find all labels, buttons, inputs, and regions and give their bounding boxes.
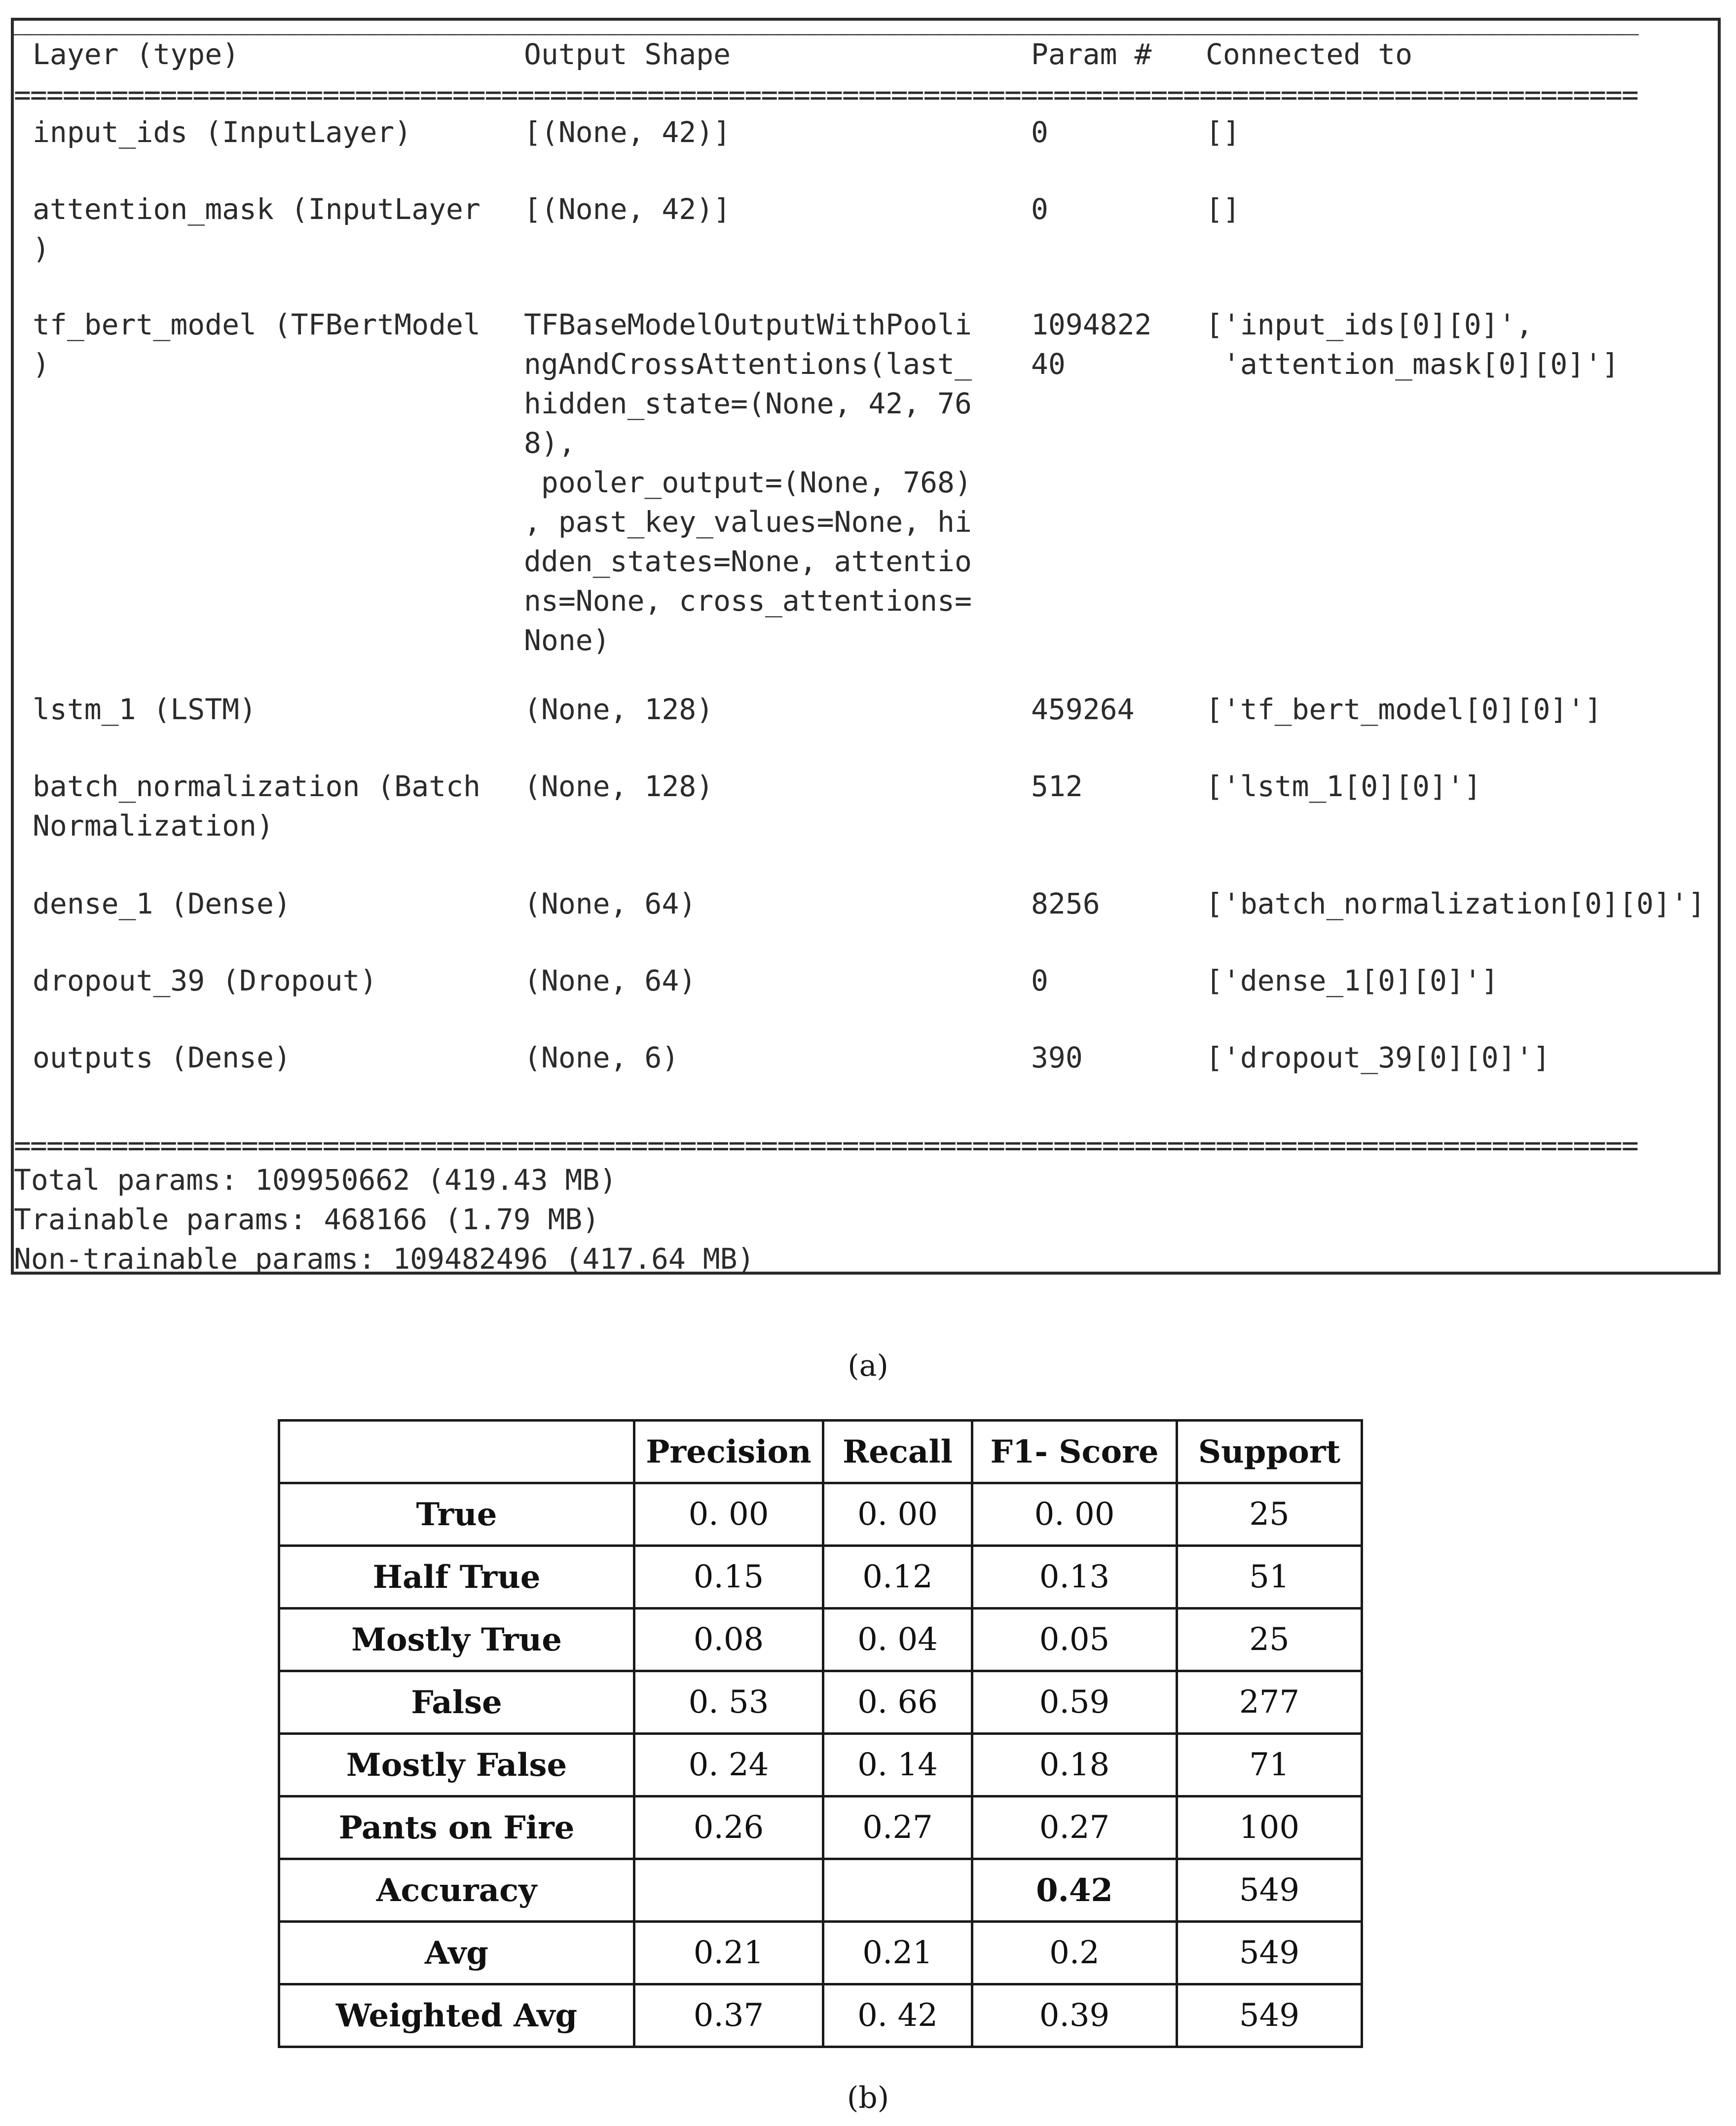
layer-param-count: 390 xyxy=(1031,1041,1083,1074)
header-precision: Precision xyxy=(634,1421,823,1483)
precision-value: 0.15 xyxy=(634,1546,823,1609)
layer-param-count: 8256 xyxy=(1031,887,1100,920)
layer-name: attention_mask (InputLayer ) xyxy=(33,192,480,265)
row-label: Mostly True xyxy=(279,1609,634,1671)
caption-b: (b) xyxy=(847,2081,889,2115)
header-f1-score: F1- Score xyxy=(972,1421,1177,1483)
f1-value: 0.59 xyxy=(972,1671,1177,1734)
table-row xyxy=(279,1671,1362,1734)
row-label: Pants on Fire xyxy=(279,1796,634,1859)
precision-value: 0. 00 xyxy=(634,1483,823,1546)
precision-value: 0.26 xyxy=(634,1796,823,1859)
table-header-row xyxy=(279,1421,1362,1483)
f1-value: 0.13 xyxy=(972,1546,1177,1609)
recall-value: 0.21 xyxy=(823,1922,972,1984)
row-label: Accuracy xyxy=(279,1859,634,1922)
total-params: Total params: 109950662 (419.43 MB) xyxy=(14,1163,617,1197)
trainable-params: Trainable params: 468166 (1.79 MB) xyxy=(14,1203,600,1236)
layer-param-count: 512 xyxy=(1031,770,1083,803)
header-recall: Recall xyxy=(823,1421,972,1483)
classification-report-table xyxy=(278,1419,1363,2048)
layer-param-count: 459264 xyxy=(1031,693,1135,726)
summary-footer-rule: ==================================================================================================== xyxy=(14,1129,1638,1162)
row-label: True xyxy=(279,1483,634,1546)
layer-name: batch_normalization (Batch Normalization) xyxy=(33,770,480,843)
layer-connected-to: ['input_ids[0][0]', 'attention_mask[0][0]'] xyxy=(1206,308,1620,381)
header-connected-to: Connected to xyxy=(1206,37,1413,71)
support-value: 549 xyxy=(1177,1859,1362,1922)
table-row xyxy=(279,1609,1362,1671)
recall-value: 0.27 xyxy=(823,1796,972,1859)
layer-connected-to: ['dropout_39[0][0]'] xyxy=(1206,1041,1551,1074)
recall-value: 0. 66 xyxy=(823,1671,972,1734)
layer-output-shape: [(None, 42)] xyxy=(524,115,731,149)
support-value: 549 xyxy=(1177,1984,1362,2047)
table-row xyxy=(279,1734,1362,1796)
table-row xyxy=(279,1546,1362,1609)
table-row xyxy=(279,1984,1362,2047)
layer-connected-to: ['tf_bert_model[0][0]'] xyxy=(1206,693,1602,726)
precision-value: 0. 53 xyxy=(634,1671,823,1734)
row-label: False xyxy=(279,1671,634,1734)
layer-param-count: 0 xyxy=(1031,115,1048,149)
header-empty xyxy=(279,1421,634,1483)
table-row xyxy=(279,1796,1362,1859)
layer-output-shape: (None, 64) xyxy=(524,964,697,997)
recall-value xyxy=(823,1859,972,1922)
non-trainable-params: Non-trainable params: 109482496 (417.64 MB) xyxy=(14,1242,755,1276)
f1-value: 0.2 xyxy=(972,1922,1177,1984)
table-row xyxy=(279,1859,1362,1922)
header-layer-type: Layer (type) xyxy=(33,37,240,71)
summary-header-rule: ==================================================================================================== xyxy=(14,78,1638,111)
support-value: 25 xyxy=(1177,1483,1362,1546)
support-value: 71 xyxy=(1177,1734,1362,1796)
precision-value: 0. 24 xyxy=(634,1734,823,1796)
f1-value: 0.27 xyxy=(972,1796,1177,1859)
layer-connected-to: ['lstm_1[0][0]'] xyxy=(1206,770,1481,803)
layer-connected-to: ['batch_normalization[0][0]'] xyxy=(1206,887,1705,920)
f1-value: 0.42 xyxy=(972,1859,1177,1922)
recall-value: 0. 14 xyxy=(823,1734,972,1796)
f1-value: 0.05 xyxy=(972,1609,1177,1671)
precision-value: 0.08 xyxy=(634,1609,823,1671)
recall-value: 0. 42 xyxy=(823,1984,972,2047)
layer-connected-to: ['dense_1[0][0]'] xyxy=(1206,964,1499,997)
layer-connected-to: [] xyxy=(1206,115,1240,149)
layer-name: lstm_1 (LSTM) xyxy=(33,693,257,726)
model-summary-panel xyxy=(11,2,1721,1276)
f1-value: 0.18 xyxy=(972,1734,1177,1796)
recall-value: 0.12 xyxy=(823,1546,972,1609)
layer-output-shape: (None, 6) xyxy=(524,1041,679,1074)
layer-name: tf_bert_model (TFBertModel ) xyxy=(33,308,480,381)
support-value: 100 xyxy=(1177,1796,1362,1859)
f1-value: 0.39 xyxy=(972,1984,1177,2047)
recall-value: 0. 00 xyxy=(823,1483,972,1546)
layer-output-shape: (None, 64) xyxy=(524,887,697,920)
layer-param-count: 0 xyxy=(1031,192,1048,226)
layer-param-count: 1094822 40 xyxy=(1031,308,1152,381)
precision-value: 0.21 xyxy=(634,1922,823,1984)
support-value: 51 xyxy=(1177,1546,1362,1609)
table-row xyxy=(279,1483,1362,1546)
layer-output-shape: (None, 128) xyxy=(524,770,714,803)
summary-top-rule: ____________________________________________________________________________________________________ xyxy=(14,2,1638,36)
row-label: Half True xyxy=(279,1546,634,1609)
layer-output-shape: TFBaseModelOutputWithPooli ngAndCrossAttentions(last_ hidden_state=(None, 42, 76 8), pooler_output=(None, 768) , past_key_values=None, hi dden_states=None, attentio ns=None, cross_attentions= None) xyxy=(524,308,972,657)
precision-value: 0.37 xyxy=(634,1984,823,2047)
layer-name: dropout_39 (Dropout) xyxy=(33,964,377,997)
row-label: Weighted Avg xyxy=(279,1984,634,2047)
header-param-count: Param # xyxy=(1031,37,1152,71)
layer-name: input_ids (InputLayer) xyxy=(33,115,412,149)
support-value: 549 xyxy=(1177,1922,1362,1984)
layer-name: outputs (Dense) xyxy=(33,1041,291,1074)
row-label: Mostly False xyxy=(279,1734,634,1796)
precision-value xyxy=(634,1859,823,1922)
layer-output-shape: [(None, 42)] xyxy=(524,192,731,226)
layer-output-shape: (None, 128) xyxy=(524,693,714,726)
support-value: 277 xyxy=(1177,1671,1362,1734)
row-label: Avg xyxy=(279,1922,634,1984)
caption-a: (a) xyxy=(848,1349,888,1383)
table-row xyxy=(279,1922,1362,1984)
layer-name: dense_1 (Dense) xyxy=(33,887,291,920)
support-value: 25 xyxy=(1177,1609,1362,1671)
layer-param-count: 0 xyxy=(1031,964,1048,997)
header-output-shape: Output Shape xyxy=(524,37,731,71)
recall-value: 0. 04 xyxy=(823,1609,972,1671)
header-support: Support xyxy=(1177,1421,1362,1483)
f1-value: 0. 00 xyxy=(972,1483,1177,1546)
layer-connected-to: [] xyxy=(1206,192,1240,226)
